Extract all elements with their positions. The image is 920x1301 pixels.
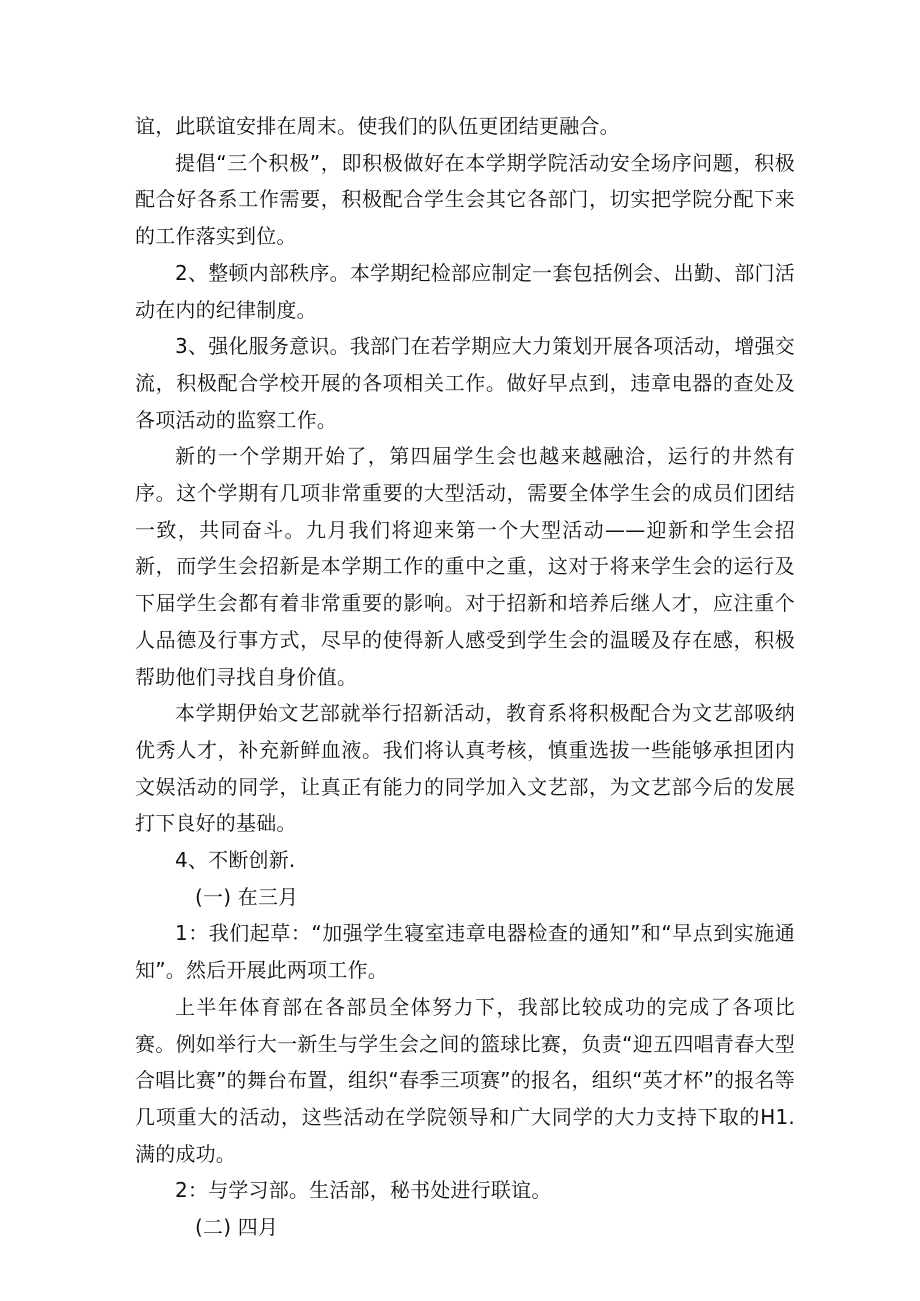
paragraph: 新的一个学期开始了，第四届学生会也越来越融洽，运行的井然有序。这个学期有几项非常重要的大型活动，需要全体学生会的成员们团结一致，共同奋斗。九月我们将迎来第一个大型活动——迎新和学生会招新，而学生会招新是本学期工作的重中之重，这对于将来学生会的运行及下届学生会都有着非常重要的影响。对于招新和培养后继人才，应注重个人品德及行事方式，尽早的使得新人感受到学生会的温暖及存在感，积极帮助他们寻找自身价值。 bbox=[135, 444, 795, 689]
paragraph: 上半年体育部在各部员全体努力下，我部比较成功的完成了各项比赛。例如举行大一新生与学生会之间的篮球比赛，负责“迎五四唱青春大型合唱比赛”的舞台布置，组织“春季三项赛”的报名，组织“英才杯”的报名等几项重大的活动，这些活动在学院领导和广大同学的大力支持下取的H1.满的成功。 bbox=[135, 994, 795, 1166]
paragraph: 本学期伊始文艺部就举行招新活动，教育系将积极配合为文艺部吸纳优秀人才，补充新鲜血液。我们将认真考核，慎重选拔一些能够承担团内文娱活动的同学，让真正有能力的同学加入文艺部，为文艺部今后的发展打下良好的基础。 bbox=[135, 701, 795, 836]
paragraph: 提倡“三个积极”，即积极做好在本学期学院活动安全场序问题，积极配合好各系工作需要，积极配合学生会其它各部门，切实把学院分配下来的工作落实到位。 bbox=[135, 150, 795, 249]
paragraph: 2、整顿内部秩序。本学期纪检部应制定一套包括例会、出勤、部门活动在内的纪律制度。 bbox=[135, 260, 795, 322]
paragraph: 2：与学习部。生活部，秘书处进行联谊。 bbox=[175, 1178, 552, 1203]
paragraph: 谊，此联谊安排在周末。使我们的队伍更团结更融合。 bbox=[135, 114, 620, 138]
section-heading: (二) 四月 bbox=[195, 1215, 279, 1240]
paragraph: 4、不断创新. bbox=[175, 848, 296, 873]
document-body bbox=[135, 108, 795, 1246]
paragraph: 1：我们起草：“加强学生寝室违章电器检查的通知”和“早点到实施通知”。然后开展此两项工作。 bbox=[135, 921, 795, 983]
section-heading: (一) 在三月 bbox=[195, 884, 299, 909]
paragraph: 3、强化服务意识。我部门在若学期应大力策划开展各项活动，增强交流，积极配合学校开展的各项相关工作。做好早点到，违章电器的查处及各项活动的监察工作。 bbox=[135, 334, 795, 432]
